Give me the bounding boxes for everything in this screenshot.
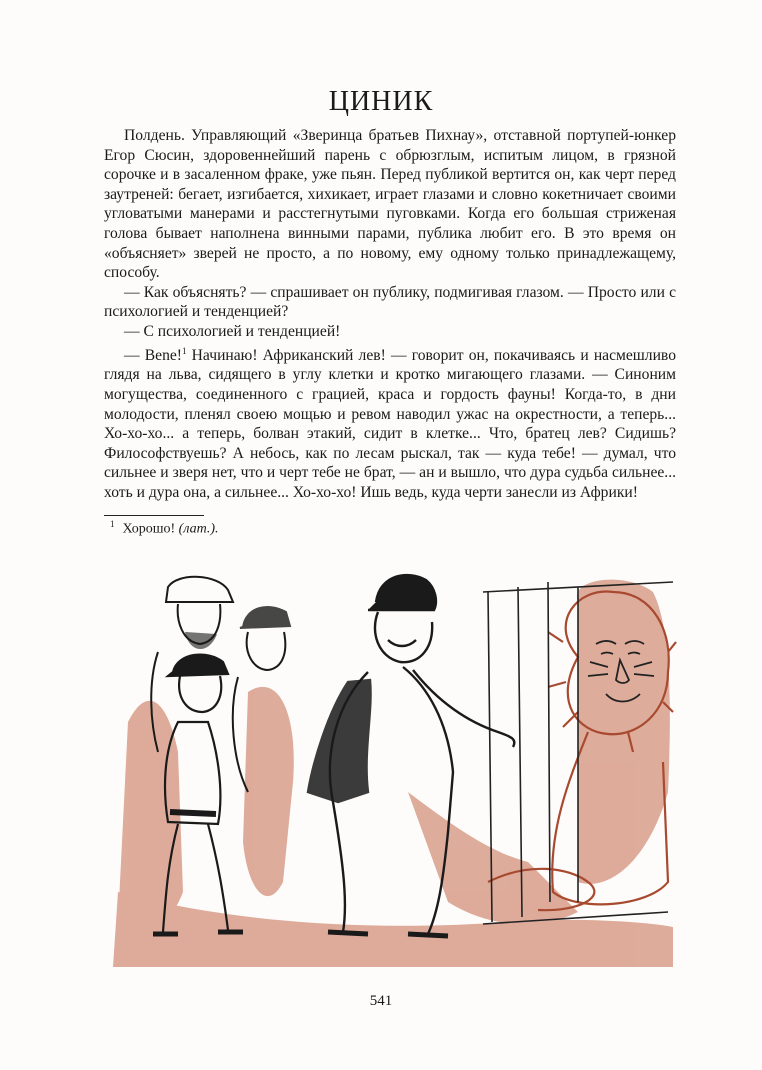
paragraph: — Как объяснять? — спрашивает он публику, подмигивая глазом. — Просто или с психологией и тенденцией? — [104, 283, 676, 321]
boy-head — [179, 676, 221, 712]
footnote-text: Хорошо! — [122, 521, 179, 537]
showman-coat — [308, 680, 371, 802]
footnote-reference[interactable]: 1 — [182, 345, 187, 356]
body-text — [104, 126, 676, 502]
paragraph: Полдень. Управляющий «Зверинца братьев Пихнау», отставной портупей-юнкер Егор Сюсин, здоровеннейший парень с обрюзглым, испитым лицом, в грязной сорочке и в засаленном фраке, уже пьян. Перед публикой вертится он, как черт перед заутреней: бегает, изгибается, хихикает, играет глазами и словно кокетничает своими угловатыми манерами и расстегнутыми пуговками. Когда его большая стриженая голова бывает наполнена винными парами, публика любит его. В это время он «объясняет» зверей не просто, а по новому, ему одному только принадлежащему, способу. — [104, 127, 676, 282]
paragraph-start: — Bene! — [124, 346, 182, 364]
footnote — [110, 519, 219, 538]
footnote-note: (лат.). — [178, 521, 219, 537]
page-number: 541 — [369, 993, 393, 1009]
showman-head — [375, 612, 432, 662]
boy-cap — [168, 655, 228, 676]
illustration — [108, 562, 678, 972]
paragraph: — С психологией и тенденцией! — [124, 322, 341, 340]
showman-hat — [368, 575, 436, 610]
paragraph — [104, 342, 676, 503]
paragraph-rest: Начинаю! Африканский лев! — говорит он, покачиваясь и насмешливо глядя на льва, сидящего в углу клетки и кротко мигающего глазами. — Синоним могущества, соединенного с грацией, краса и гордость фауны! Когда-то, в дни молодости, пленял своею мощью и ревом наводил ужас на окрестности, а теперь... Хо-хо-хо... а теперь, болван этакий, сидит в клетке... Что, братец лев? Сидишь? Философствуешь? А небось, как по лесам рыскал, так — куда тебе! — думал, что сильнее и зверя нет, что и черт тебе не брат, — ан и вышло, что дура судьба сильнее... хоть и дура она, а сильнее... Хо-хо-хо! Ишь ведь, куда черти занесли из Африки! — [104, 346, 676, 501]
footnote-rule — [104, 515, 204, 516]
footnote-mark: 1 — [110, 519, 115, 529]
chapter-title: ЦИНИК — [328, 86, 434, 117]
